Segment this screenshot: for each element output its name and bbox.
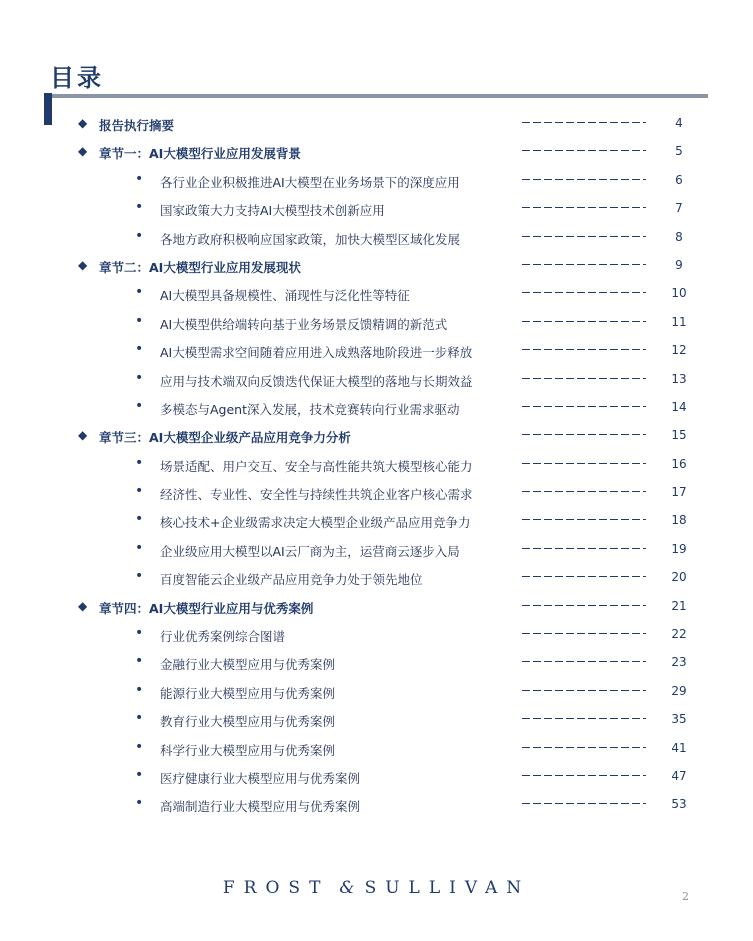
toc-entry-label: 医疗健康行业大模型应用与优秀案例 xyxy=(160,770,361,786)
bullet-icon: • xyxy=(135,369,144,386)
brand-logo xyxy=(0,878,753,898)
toc-section-entry[interactable] xyxy=(0,735,753,763)
bullet-icon: • xyxy=(135,483,144,500)
toc-section-entry[interactable] xyxy=(0,763,753,791)
toc-section-entry[interactable] xyxy=(0,706,753,734)
toc-page-number: 8 xyxy=(675,229,683,244)
page-number: 2 xyxy=(682,890,689,903)
page-title: 目录 xyxy=(50,64,104,92)
toc-section-entry[interactable] xyxy=(0,280,753,308)
diamond-icon: ◆ xyxy=(78,116,88,130)
bullet-icon: • xyxy=(135,738,144,755)
toc-leader-line xyxy=(522,803,646,804)
toc-section-entry[interactable] xyxy=(0,536,753,564)
toc-entry-label: 企业级应用大模型以AI云厂商为主，运营商云逐步入局 xyxy=(160,543,460,559)
toc-leader-line xyxy=(522,775,646,776)
toc-page-number: 22 xyxy=(671,627,687,642)
toc-entry-label: 章节二：AI大模型行业应用发展现状 xyxy=(99,259,301,275)
toc-leader-line xyxy=(522,661,646,662)
bullet-icon: • xyxy=(135,199,144,216)
toc-section-entry[interactable] xyxy=(0,309,753,337)
toc-entry-label: 能源行业大模型应用与优秀案例 xyxy=(160,685,336,701)
toc-section-entry[interactable] xyxy=(0,678,753,706)
diamond-icon: ◆ xyxy=(78,428,88,443)
toc-leader-line xyxy=(522,519,646,520)
toc-entry-label: 科学行业大模型应用与优秀案例 xyxy=(160,742,336,758)
bullet-icon: • xyxy=(135,710,144,727)
toc-leader-line xyxy=(522,605,646,606)
toc-page-number: 9 xyxy=(675,257,683,272)
toc-chapter-entry[interactable] xyxy=(0,422,753,450)
bullet-icon: • xyxy=(135,766,144,783)
bullet-icon: • xyxy=(135,511,144,528)
bullet-icon: • xyxy=(135,312,144,329)
toc-page-number: 15 xyxy=(671,428,687,443)
bullet-icon: • xyxy=(135,653,144,670)
brand-amp: & xyxy=(339,878,355,898)
diamond-icon: ◆ xyxy=(78,598,88,613)
toc-page-number: 12 xyxy=(671,343,687,358)
toc-entry-label: 国家政策大力支持AI大模型技术创新应用 xyxy=(160,203,385,219)
toc-page-number: 47 xyxy=(671,768,687,783)
toc-section-entry[interactable] xyxy=(0,564,753,592)
toc-entry-label: 章节四：AI大模型行业应用与优秀案例 xyxy=(99,600,314,616)
bullet-icon: • xyxy=(135,397,144,414)
toc-page-number: 18 xyxy=(671,513,687,528)
toc-page-number: 11 xyxy=(671,314,687,329)
bullet-icon: • xyxy=(135,539,144,556)
toc-section-entry[interactable] xyxy=(0,621,753,649)
toc-page-number: 35 xyxy=(671,712,687,727)
toc-entry-label: 应用与技术端双向反馈迭代保证大模型的落地与长期效益 xyxy=(160,373,473,389)
toc-page-number: 16 xyxy=(671,456,687,471)
toc-entry-label: AI大模型具备规模性、涌现性与泛化性等特征 xyxy=(160,288,410,304)
toc-page-number: 53 xyxy=(671,797,687,812)
toc-leader-line xyxy=(522,236,646,237)
diamond-icon: ◆ xyxy=(78,257,88,272)
toc-page-number: 7 xyxy=(675,201,683,216)
toc-entry-label: 各地方政府积极响应国家政策，加快大模型区域化发展 xyxy=(160,231,461,247)
toc-page-number: 13 xyxy=(671,371,687,386)
bullet-icon: • xyxy=(135,568,144,585)
toc-leader-line xyxy=(522,463,646,464)
toc-page-number: 20 xyxy=(671,570,687,585)
toc-entry-label: 章节三：AI大模型企业级产品应用竞争力分析 xyxy=(99,430,351,446)
brand-left: FROST xyxy=(222,878,330,898)
bullet-icon: • xyxy=(135,681,144,698)
toc-page-number: 6 xyxy=(675,172,683,187)
toc-chapter-entry[interactable] xyxy=(0,138,753,166)
toc-section-entry[interactable] xyxy=(0,649,753,677)
toc-leader-line xyxy=(522,122,646,123)
toc-entry-label: 金融行业大模型应用与优秀案例 xyxy=(160,657,336,673)
toc-entry-label: 行业优秀案例综合图谱 xyxy=(160,629,286,645)
toc-page-number: 23 xyxy=(671,655,687,670)
toc-entry-label: 各行业企业积极推进AI大模型在业务场景下的深度应用 xyxy=(160,174,460,190)
toc-entry-label: 多模态与Agent深入发展，技术竞赛转向行业需求驱动 xyxy=(160,401,460,417)
toc-leader-line xyxy=(522,150,646,151)
toc-page-number: 5 xyxy=(675,144,683,159)
toc-leader-line xyxy=(522,747,646,748)
toc-page-number: 4 xyxy=(675,116,683,130)
toc-chapter-entry[interactable] xyxy=(0,252,753,280)
toc-leader-line xyxy=(522,292,646,293)
toc-chapter-entry[interactable] xyxy=(0,593,753,621)
toc-entry-label: 核心技术+企业级需求决定大模型企业级产品应用竞争力 xyxy=(160,515,471,531)
toc-page-number: 29 xyxy=(671,683,687,698)
toc-page-number: 10 xyxy=(671,286,687,301)
toc-leader-line xyxy=(522,378,646,379)
toc-leader-line xyxy=(522,491,646,492)
bullet-icon: • xyxy=(135,795,144,812)
toc-leader-line xyxy=(522,406,646,407)
toc-leader-line xyxy=(522,207,646,208)
toc-entry-label: 高端制造行业大模型应用与优秀案例 xyxy=(160,799,361,815)
diamond-icon: ◆ xyxy=(78,144,88,159)
toc-entry-label: 报告执行摘要 xyxy=(99,118,175,133)
toc-entry-label: AI大模型供给端转向基于业务场景反馈精调的新范式 xyxy=(160,316,448,332)
toc-section-entry[interactable] xyxy=(0,394,753,422)
toc-entry-label: 场景适配、用户交互、安全与高性能共筑大模型核心能力 xyxy=(160,458,473,474)
toc-leader-line xyxy=(522,321,646,322)
toc-section-entry[interactable] xyxy=(0,224,753,252)
toc-chapter-entry[interactable] xyxy=(0,110,753,138)
toc-entry-label: 教育行业大模型应用与优秀案例 xyxy=(160,714,336,730)
toc-leader-line xyxy=(522,434,646,435)
bullet-icon: • xyxy=(135,170,144,187)
title-rule xyxy=(52,94,708,98)
bullet-icon: • xyxy=(135,625,144,642)
toc-leader-line xyxy=(522,548,646,549)
toc-page-number: 17 xyxy=(671,485,687,500)
toc-section-entry[interactable] xyxy=(0,507,753,535)
toc-leader-line xyxy=(522,718,646,719)
bullet-icon: • xyxy=(135,341,144,358)
toc-leader-line xyxy=(522,633,646,634)
toc-section-entry[interactable] xyxy=(0,366,753,394)
toc-page-number: 21 xyxy=(671,598,687,613)
toc-leader-line xyxy=(522,576,646,577)
toc-page-number: 14 xyxy=(671,399,687,414)
bullet-icon: • xyxy=(135,454,144,471)
toc-entry-label: 章节一：AI大模型行业应用发展背景 xyxy=(99,146,301,162)
toc-leader-line xyxy=(522,264,646,265)
toc-section-entry[interactable] xyxy=(0,337,753,365)
bullet-icon: • xyxy=(135,284,144,301)
toc-section-entry[interactable] xyxy=(0,451,753,479)
bullet-icon: • xyxy=(135,227,144,244)
table-of-contents xyxy=(0,110,753,820)
toc-leader-line xyxy=(522,179,646,180)
toc-leader-line xyxy=(522,349,646,350)
toc-page-number: 41 xyxy=(671,740,687,755)
toc-entry-label: AI大模型需求空间随着应用进入成熟落地阶段进一步释放 xyxy=(160,345,473,361)
toc-entry-label: 经济性、专业性、安全性与持续性共筑企业客户核心需求 xyxy=(160,487,473,503)
toc-section-entry[interactable] xyxy=(0,195,753,223)
toc-section-entry[interactable] xyxy=(0,167,753,195)
toc-leader-line xyxy=(522,690,646,691)
toc-section-entry[interactable] xyxy=(0,479,753,507)
toc-section-entry[interactable] xyxy=(0,791,753,819)
brand-right: SULLIVAN xyxy=(364,878,531,898)
toc-entry-label: 百度智能云企业级产品应用竞争力处于领先地位 xyxy=(160,572,423,588)
toc-page-number: 19 xyxy=(671,541,687,556)
